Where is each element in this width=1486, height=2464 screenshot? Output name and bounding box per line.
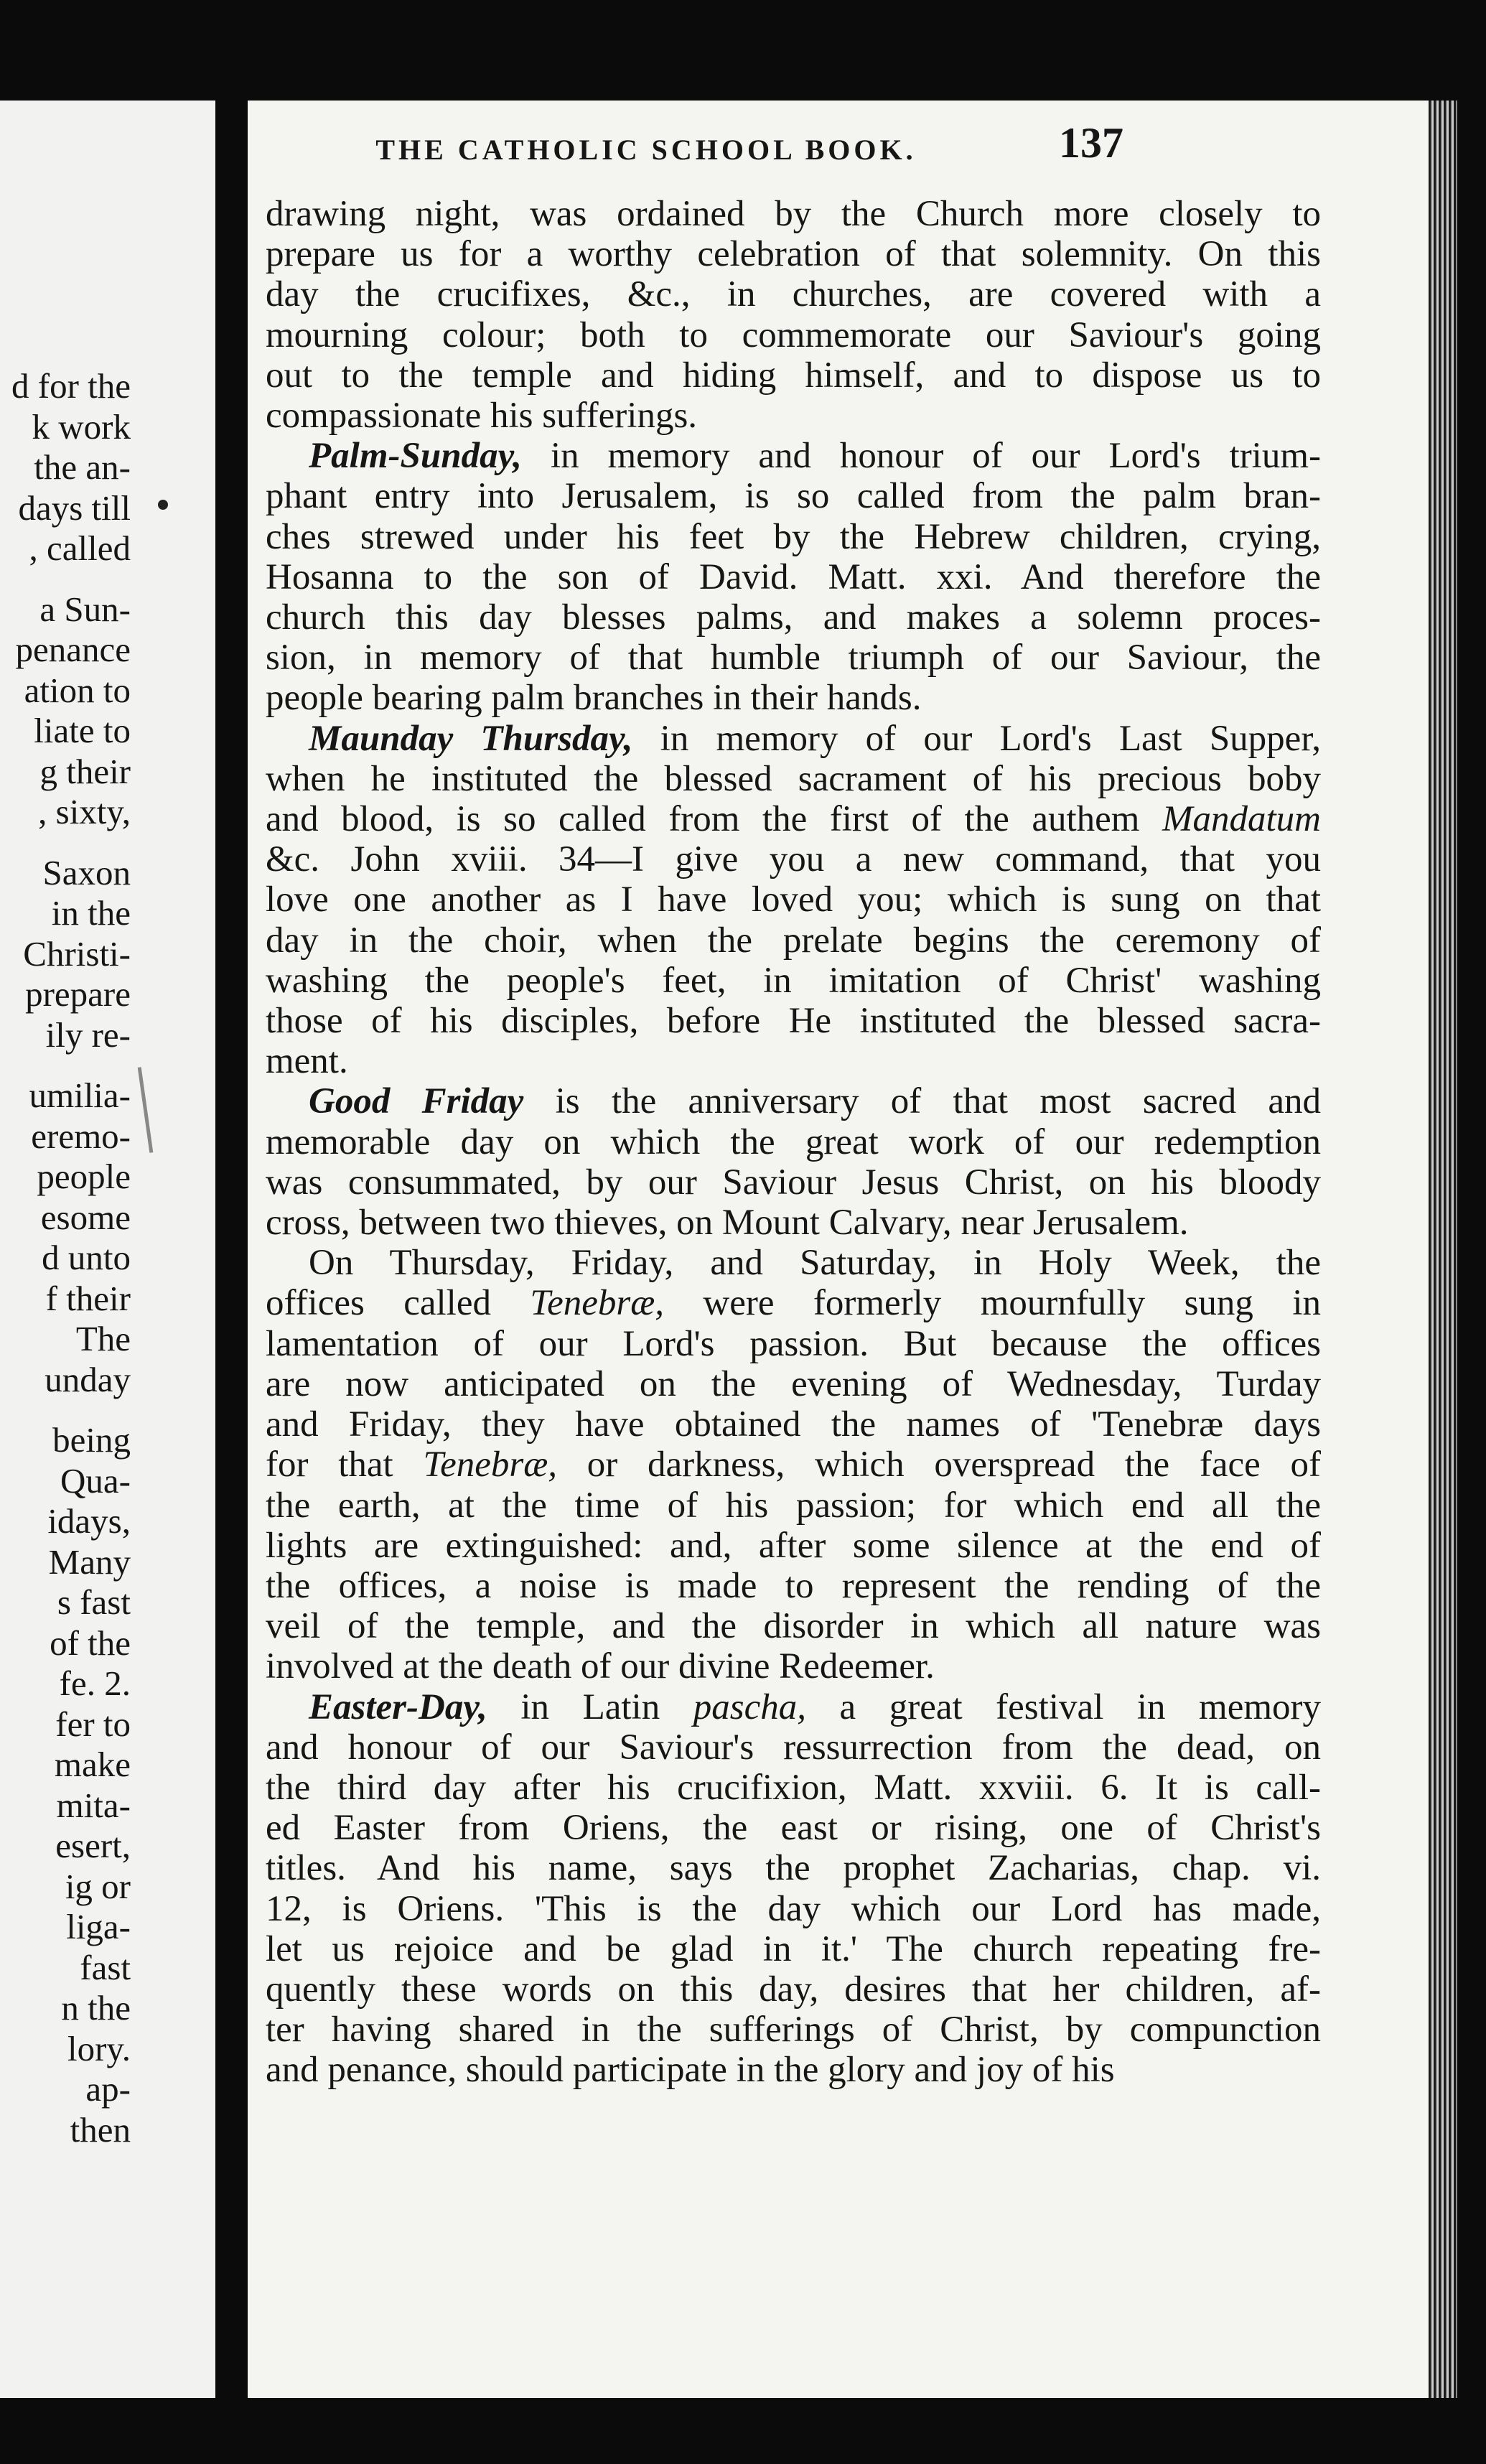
text-line (266, 1203, 1321, 1243)
paragraph-lent (266, 194, 1321, 436)
line-text: the earth, at the time of his passion; for which end all the (266, 1485, 1321, 1526)
text-line (266, 1929, 1321, 1969)
line-text: sion, in memory of that humble triumph of our Saviour, the (266, 638, 1321, 678)
text-line (266, 920, 1321, 961)
heading-term: Good Friday (309, 1081, 524, 1122)
text-line (266, 1768, 1321, 1808)
line-text: &c. John xviii. 34—I give you a new command, that you (266, 839, 1321, 880)
pencil-mark (138, 1067, 154, 1153)
left-page-fragment: people (37, 1157, 131, 1196)
line-text: are now anticipated on the evening of Wednesday, Turday (266, 1363, 1321, 1404)
left-page-fragment: d unto (42, 1238, 131, 1277)
line-text: ment. (266, 1041, 348, 1082)
line-text: mourning colour; both to commemorate our Saviour's going (266, 314, 1321, 355)
heading-term: Easter-Day, (309, 1686, 487, 1727)
text-line (266, 1404, 1321, 1445)
text-line (266, 194, 1321, 234)
paragraph-easter-day (266, 1687, 1321, 2091)
text-line (266, 234, 1321, 274)
left-page-fragment: ation to (24, 670, 131, 710)
heading-term: Palm-Sunday, (309, 436, 523, 477)
paragraph-good-friday (266, 1081, 1321, 1243)
line-text: in Latin (520, 1686, 660, 1727)
line-text-after: were formerly mournfully sung in (703, 1283, 1321, 1324)
text-line (266, 678, 1321, 718)
italic-word: Tenebræ, (423, 1445, 558, 1485)
text-line (266, 557, 1321, 597)
text-line (266, 1081, 1321, 1121)
left-page-fragment: of the (50, 1623, 131, 1663)
page-body-text (266, 194, 1321, 2091)
line-text: quently these words on this day, desires that her children, af- (266, 1969, 1321, 2010)
text-line (266, 1848, 1321, 1888)
text-line (266, 1324, 1321, 1364)
paragraph-tenebrae (266, 1243, 1321, 1686)
left-page-fragment: lory. (67, 2028, 131, 2068)
text-line (266, 1041, 1321, 1081)
left-page-text-fragments (0, 366, 131, 2150)
line-text: involved at the death of our divine Redeemer. (266, 1646, 935, 1687)
line-text: washing the people's feet, in imitation of Christ' washing (266, 960, 1321, 1001)
left-page-fragment: esome (40, 1197, 131, 1237)
text-line (266, 274, 1321, 314)
text-line (266, 597, 1321, 638)
text-line (266, 719, 1321, 759)
left-page-fragment: being (52, 1420, 131, 1460)
facing-left-page (0, 101, 215, 2398)
text-line (266, 517, 1321, 557)
text-line (266, 315, 1321, 355)
left-page-fragment: the an- (34, 447, 131, 487)
text-line (266, 1687, 1321, 1727)
text-line (266, 1566, 1321, 1606)
left-page-fragment: mita- (56, 1785, 131, 1825)
text-line (266, 1646, 1321, 1686)
book-gutter (215, 101, 248, 2398)
text-line (266, 1445, 1321, 1485)
running-head: THE CATHOLIC SCHOOL BOOK. (375, 134, 917, 166)
left-page-fragment: liate to (34, 711, 131, 750)
heading-term: Maunday Thursday, (309, 718, 633, 759)
text-line (266, 1727, 1321, 1768)
line-text: was consummated, by our Saviour Jesus Christ, on his bloody (266, 1162, 1321, 1203)
left-page-fragment: fast (80, 1947, 131, 1987)
line-text: when he instituted the blessed sacrament of his precious boby (266, 758, 1321, 799)
line-text: prepare us for a worthy celebration of that solemnity. On this (266, 234, 1321, 275)
paragraph-maundy-thursday (266, 719, 1321, 1082)
left-page-fragment: f their (45, 1278, 131, 1318)
left-page-fragment: penance (15, 630, 131, 669)
text-line (266, 436, 1321, 476)
left-page-fragment: a Sun- (39, 589, 131, 629)
line-text: for that (266, 1445, 393, 1485)
left-page-fragment: n the (61, 1988, 131, 2027)
line-text: out to the temple and hiding himself, and to dispose us to (266, 355, 1321, 396)
left-page-fragment: d for the (11, 366, 131, 406)
left-page-fragment: umilia- (29, 1075, 131, 1115)
left-page-fragment: unday (45, 1359, 131, 1399)
text-line (266, 1122, 1321, 1162)
left-page-fragment: ig or (65, 1866, 131, 1906)
text-line (266, 1283, 1321, 1323)
line-text: people bearing palm branches in their hands. (266, 678, 922, 719)
italic-word: pascha, (693, 1686, 806, 1727)
left-page-spacer (0, 1055, 131, 1075)
line-text-after: or darkness, which overspread the face of (587, 1445, 1321, 1485)
text-line (266, 759, 1321, 799)
line-text: 12, is Oriens. 'This is the day which our Lord has made, (266, 1888, 1321, 1929)
left-page-fragment: Qua- (60, 1460, 131, 1501)
text-line (266, 355, 1321, 396)
left-page-fragment: prepare (25, 974, 131, 1014)
text-line (266, 879, 1321, 920)
line-text: ed Easter from Oriens, the east or rising, one of Christ's (266, 1808, 1321, 1849)
left-page-fragment: The (75, 1319, 131, 1358)
line-text: let us rejoice and be glad in it.' The church repeating fre- (266, 1928, 1321, 1969)
line-text: in memory of our Lord's Last Supper, (660, 718, 1322, 759)
line-text: memorable day on which the great work of our redemption (266, 1121, 1321, 1162)
left-page-fragment: in the (51, 893, 131, 933)
left-page-fragment: make (54, 1745, 131, 1784)
ink-dot (158, 500, 168, 510)
line-text: Hosanna to the son of David. Matt. xxi. And therefore the (266, 556, 1321, 597)
left-page-fragment: idays, (47, 1501, 131, 1541)
text-line (266, 638, 1321, 678)
left-page-spacer (0, 833, 131, 853)
left-page-fragment: s fast (57, 1582, 131, 1622)
left-page-fragment: esert, (55, 1826, 131, 1865)
line-text: those of his disciples, before He instituted the blessed sacra- (266, 1001, 1321, 1042)
italic-word: Tenebræ, (530, 1283, 664, 1324)
text-line (266, 476, 1321, 516)
text-line (266, 1364, 1321, 1404)
page-number: 137 (1059, 119, 1123, 167)
left-page-fragment: , called (29, 528, 131, 568)
left-page-fragment: Christi- (23, 933, 131, 974)
left-page-spacer (0, 1400, 131, 1420)
line-text: and Friday, they have obtained the names of 'Tenebræ days (266, 1404, 1321, 1445)
line-text: veil of the temple, and the disorder in which all nature was (266, 1606, 1321, 1647)
left-page-fragment: ily re- (45, 1014, 131, 1055)
page-edges (1429, 101, 1457, 2398)
line-text: phant entry into Jerusalem, is so called from the palm bran- (266, 476, 1321, 517)
left-page-fragment: liga- (66, 1907, 131, 1946)
left-page-fragment: eremo- (31, 1116, 131, 1156)
line-text-after: a great festival in memory (839, 1686, 1322, 1727)
line-text: cross, between two thieves, on Mount Calvary, near Jerusalem. (266, 1203, 1189, 1243)
line-text: ches strewed under his feet by the Hebrew children, crying, (266, 516, 1321, 557)
left-page-fragment: fe. 2. (59, 1663, 131, 1703)
line-text: is the anniversary of that most sacred and (555, 1081, 1322, 1122)
left-page-spacer (0, 569, 131, 589)
text-line (266, 1889, 1321, 1929)
italic-word: Mandatum (1162, 799, 1321, 840)
line-text: titles. And his name, says the prophet Zacharias, chap. vi. (266, 1848, 1321, 1889)
left-page-fragment: ap- (85, 2069, 131, 2109)
line-text: and penance, should participate in the glory and joy of his (266, 2050, 1115, 2091)
line-text: in memory and honour of our Lord's trium- (550, 436, 1321, 477)
left-page-fragment: g their (39, 751, 131, 791)
left-page-fragment: then (70, 2109, 131, 2150)
text-line (266, 1808, 1321, 1848)
line-text: lights are extinguished: and, after some silence at the end of (266, 1525, 1321, 1566)
text-line (266, 1969, 1321, 2010)
left-page-fragment: fer to (55, 1704, 131, 1744)
line-text: offices called (266, 1283, 491, 1324)
line-text: drawing night, was ordained by the Church more closely to (266, 194, 1321, 234)
line-text: day the crucifixes, &c., in churches, are covered with a (266, 274, 1321, 315)
line-text: church this day blesses palms, and makes a solemn proces- (266, 597, 1321, 638)
text-line (266, 1485, 1321, 1526)
line-text: and blood, is so called from the first of the authem (266, 799, 1140, 840)
text-line (266, 396, 1321, 436)
text-line (266, 1243, 1321, 1283)
text-line (266, 799, 1321, 839)
text-line (266, 1526, 1321, 1566)
left-page-fragment: k work (32, 406, 131, 447)
text-line (266, 961, 1321, 1001)
paragraph-palm-sunday (266, 436, 1321, 718)
line-text: On Thursday, Friday, and Saturday, in Holy Week, the (309, 1243, 1321, 1284)
line-text: love one another as I have loved you; which is sung on that (266, 879, 1321, 920)
line-text: day in the choir, when the prelate begins the ceremony of (266, 920, 1321, 961)
line-text: the offices, a noise is made to represent the rending of the (266, 1565, 1321, 1606)
line-text: compassionate his sufferings. (266, 396, 698, 437)
text-line (266, 1001, 1321, 1041)
text-line (266, 1162, 1321, 1203)
left-page-fragment: days till (18, 487, 131, 528)
left-page-fragment: , sixty, (38, 792, 131, 831)
line-text: lamentation of our Lord's passion. But because the offices (266, 1323, 1321, 1364)
text-line (266, 2010, 1321, 2050)
text-line (266, 1606, 1321, 1646)
line-text: the third day after his crucifixion, Matt. xxviii. 6. It is call- (266, 1767, 1321, 1808)
left-page-fragment: Saxon (42, 852, 131, 892)
text-line (266, 839, 1321, 879)
line-text: and honour of our Saviour's ressurrection from the dead, on (266, 1727, 1321, 1768)
text-line (266, 2050, 1321, 2090)
left-page-fragment: Many (48, 1541, 131, 1582)
line-text: ter having shared in the sufferings of Christ, by compunction (266, 2010, 1321, 2050)
